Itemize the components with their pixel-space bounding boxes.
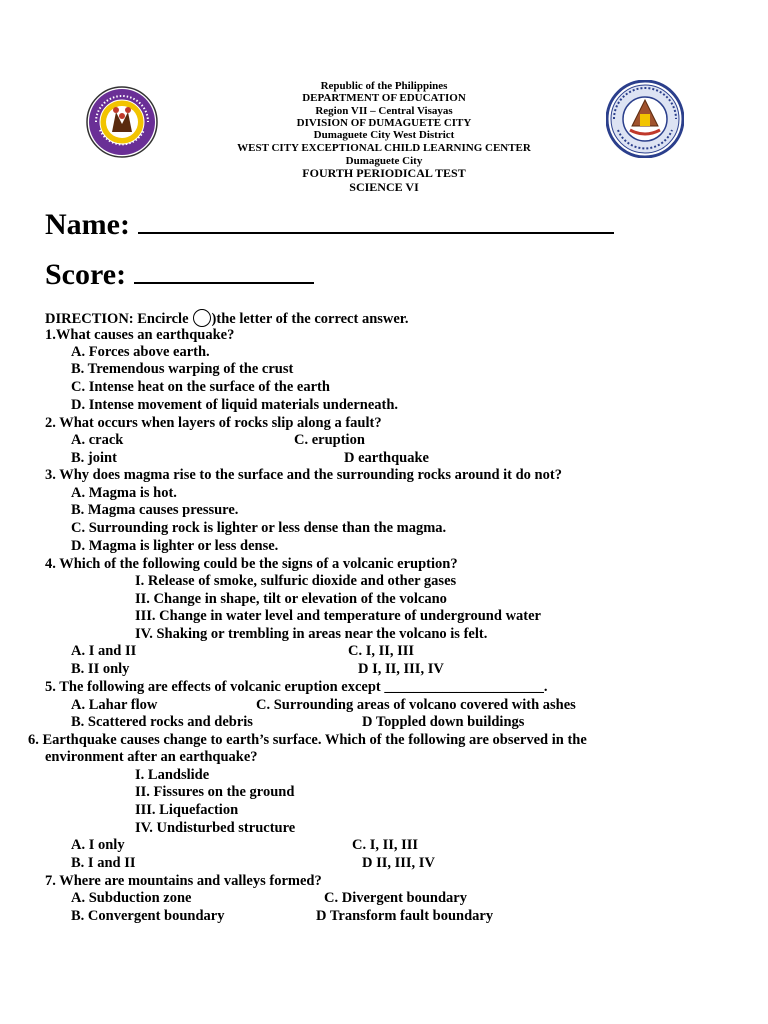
question-7: 7. Where are mountains and valleys formed? — [45, 873, 322, 889]
q6-option-d[interactable]: D II, III, IV — [362, 855, 435, 871]
header-subject: SCIENCE VI — [349, 180, 419, 194]
score-blank[interactable] — [134, 256, 314, 284]
direction-text — [45, 309, 409, 328]
q4-statement-4: IV. Shaking or trembling in areas near the volcano is felt. — [135, 626, 488, 642]
q1-option-d[interactable]: D. Intense movement of liquid materials underneath. — [71, 397, 399, 413]
q6-statement-3: III. Liquefaction — [135, 802, 239, 818]
q5-option-a[interactable]: A. Lahar flow — [71, 697, 158, 713]
q4-option-b[interactable]: B. II only — [71, 661, 130, 677]
q7-option-b[interactable]: B. Convergent boundary — [71, 908, 225, 924]
q6-statement-2: II. Fissures on the ground — [135, 784, 295, 800]
header-test-title: FOURTH PERIODICAL TEST — [302, 166, 466, 180]
q4-option-c[interactable]: C. I, II, III — [348, 643, 415, 659]
q7-option-c[interactable]: C. Divergent boundary — [324, 890, 467, 906]
score-field — [45, 256, 314, 292]
header-region: Region VII – Central Visayas — [315, 105, 453, 117]
q4-statement-1: I. Release of smoke, sulfuric dioxide and other gases — [135, 573, 457, 589]
q5-option-d[interactable]: D Toppled down buildings — [362, 714, 525, 730]
q1-option-b[interactable]: B. Tremendous warping of the crust — [71, 361, 294, 377]
name-field — [45, 206, 614, 242]
q6-option-a[interactable]: A. I only — [71, 837, 125, 853]
question-5: 5. The following are effects of volcanic eruption except ______________________. — [45, 679, 548, 695]
q6-option-c[interactable]: C. I, II, III — [352, 837, 419, 853]
question-3: 3. Why does magma rise to the surface and the surrounding rocks around it do not? — [45, 467, 562, 483]
name-blank[interactable] — [138, 206, 614, 234]
q7-option-a[interactable]: A. Subduction zone — [71, 890, 192, 906]
question-6: 6. Earthquake causes change to earth’s surface. Which of the following are observed in the — [28, 732, 587, 748]
q6-statement-4: IV. Undisturbed structure — [135, 820, 296, 836]
q7-option-d[interactable]: D Transform fault boundary — [316, 908, 494, 924]
question-4: 4. Which of the following could be the signs of a volcanic eruption? — [45, 556, 458, 572]
q1-option-c[interactable]: C. Intense heat on the surface of the earth — [71, 379, 330, 395]
q2-option-a[interactable]: A. crack — [71, 432, 124, 448]
q1-option-a[interactable]: A. Forces above earth. — [71, 344, 210, 360]
score-label: Score: — [45, 258, 127, 291]
question-1: 1.What causes an earthquake? — [45, 327, 235, 343]
q3-option-b[interactable]: B. Magma causes pressure. — [71, 502, 239, 518]
direction-after: )the letter of the correct answer. — [211, 311, 409, 327]
q3-option-d[interactable]: D. Magma is lighter or less dense. — [71, 538, 279, 554]
q6-option-b[interactable]: B. I and II — [71, 855, 136, 871]
direction-before: DIRECTION: Encircle — [45, 311, 189, 327]
q6-statement-1: I. Landslide — [135, 767, 210, 783]
header-republic: Republic of the Philippines — [320, 80, 448, 92]
question-6-continued: environment after an earthquake? — [45, 749, 258, 765]
header-division: DIVISION OF DUMAGUETE CITY — [296, 117, 472, 129]
circle-icon — [193, 309, 211, 327]
q5-option-b[interactable]: B. Scattered rocks and debris — [71, 714, 253, 730]
q3-option-a[interactable]: A. Magma is hot. — [71, 485, 177, 501]
q2-option-d[interactable]: D earthquake — [344, 450, 429, 466]
header-deped: DEPARTMENT OF EDUCATION — [302, 92, 466, 104]
q2-option-b[interactable]: B. joint — [71, 450, 117, 466]
q5-option-c[interactable]: C. Surrounding areas of volcano covered with ashes — [256, 697, 576, 713]
q4-statement-3: III. Change in water level and temperature of underground water — [135, 608, 541, 624]
q2-option-c[interactable]: C. eruption — [294, 432, 365, 448]
q4-option-a[interactable]: A. I and II — [71, 643, 137, 659]
header-school: WEST CITY EXCEPTIONAL CHILD LEARNING CENTER — [237, 142, 531, 154]
q4-option-d[interactable]: D I, II, III, IV — [358, 661, 444, 677]
header-city: Dumaguete City — [345, 155, 423, 167]
q3-option-c[interactable]: C. Surrounding rock is lighter or less dense than the magma. — [71, 520, 447, 536]
q4-statement-2: II. Change in shape, tilt or elevation of the volcano — [135, 591, 447, 607]
question-2: 2. What occurs when layers of rocks slip along a fault? — [45, 415, 382, 431]
header-district: Dumaguete City West District — [313, 129, 455, 141]
name-label: Name: — [45, 208, 130, 241]
